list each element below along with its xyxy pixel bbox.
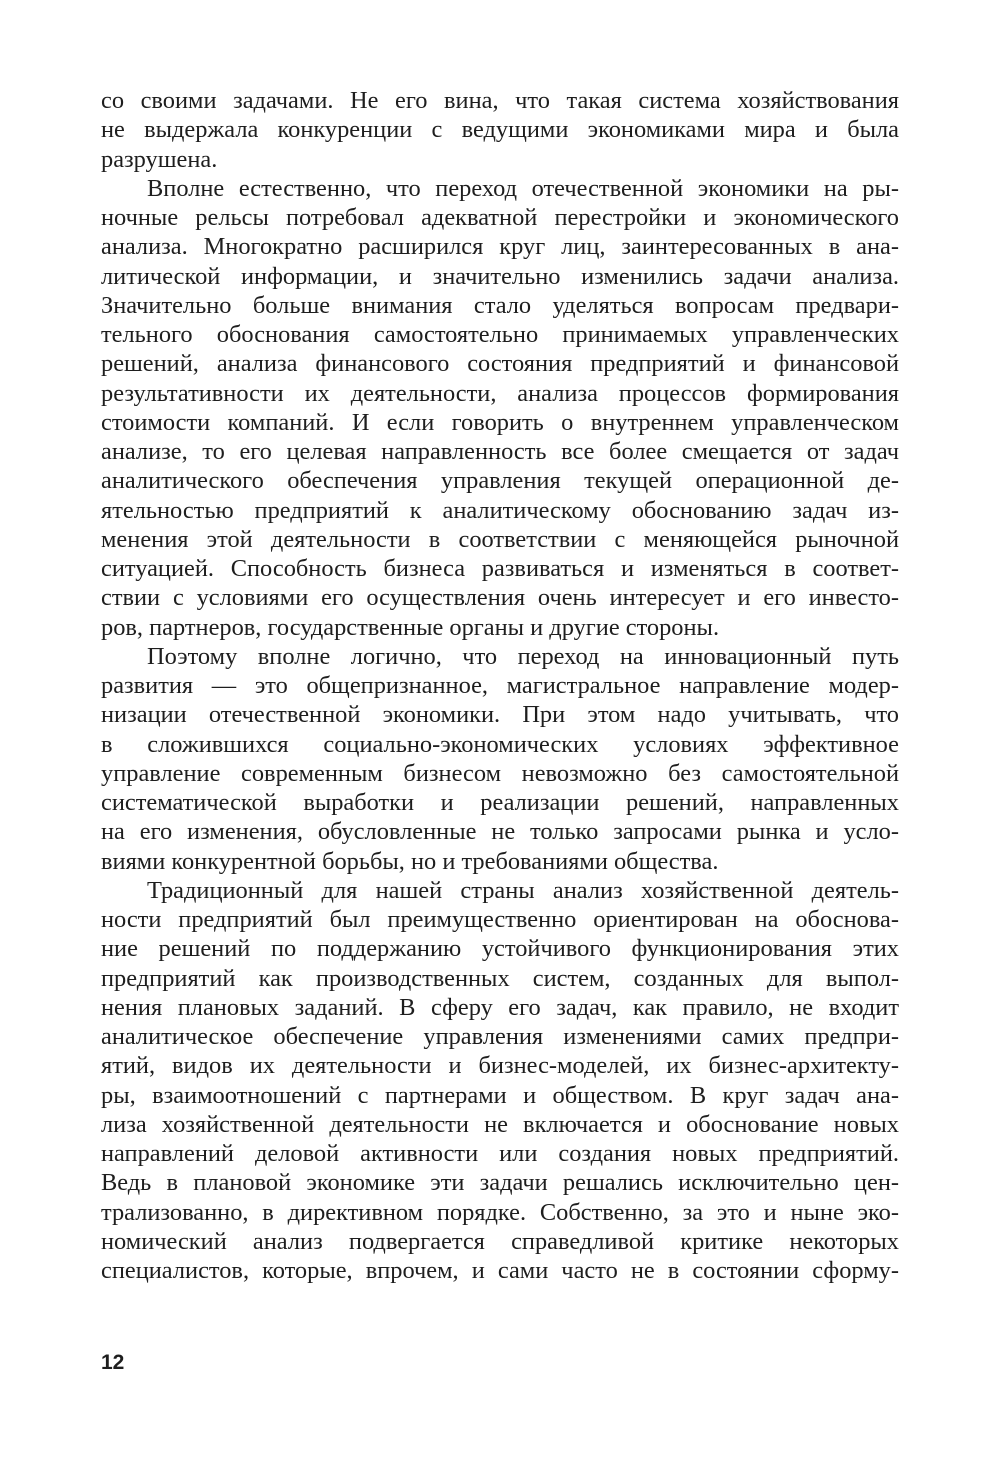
text-line: систематической выработки и реализации решений, направленных	[101, 789, 899, 816]
text-line: стоимости компаний. И если говорить о внутреннем управленческом	[101, 408, 899, 436]
text-line: ситуацией. Способность бизнеса развиваться и изменяться в соответ-	[101, 555, 899, 582]
text-line: результативности их деятельности, анализа процессов формирования	[101, 379, 899, 407]
text-line: Вполне естественно, что переход отечественной экономики на ры-	[147, 174, 899, 202]
text-line: трализованно, в директивном порядке. Собственно, за это и ныне эко-	[101, 1198, 899, 1226]
text-line: на его изменения, обусловленные не только запросами рынка и усло-	[101, 818, 899, 846]
text-line: решений, анализа финансового состояния предприятий и финансовой	[101, 350, 899, 378]
text-line: аналитического обеспечения управления текущей операционной де-	[101, 467, 899, 495]
text-line: направлений деловой активности или создания новых предприятий.	[101, 1140, 899, 1167]
text-line: Традиционный для нашей страны анализ хозяйственной деятель-	[147, 876, 899, 904]
text-line: ятий, видов их деятельности и бизнес-моделей, их бизнес-архитекту-	[101, 1052, 899, 1080]
text-line: разрушена.	[101, 145, 218, 173]
text-line: лиза хозяйственной деятельности не включается и обоснование новых	[101, 1110, 899, 1138]
text-line: управление современным бизнесом невозможно без самостоятельной	[101, 759, 899, 787]
text-line: анализе, то его целевая направленность все более смещается от задач	[101, 438, 899, 465]
text-line: со своими задачами. Не его вина, что такая система хозяйствования	[101, 87, 899, 114]
body-text	[101, 86, 899, 1285]
text-line: ятельностью предприятий к аналитическому обоснованию задач из-	[101, 496, 899, 524]
page-number: 12	[101, 1351, 125, 1374]
text-line: предприятий как производственных систем, созданных для выпол-	[101, 964, 899, 992]
text-line: литической информации, и значительно изменились задачи анализа.	[101, 262, 899, 290]
text-line: Ведь в плановой экономике эти задачи решались исключительно цен-	[101, 1169, 899, 1197]
text-line: ствии с условиями его осуществления очень интересует и его инвесто-	[101, 584, 899, 612]
text-line: ночные рельсы потребовал адекватной перестройки и экономического	[101, 204, 899, 231]
text-line: тельного обоснования самостоятельно принимаемых управленческих	[101, 321, 899, 348]
text-line: нения плановых заданий. В сферу его задач, как правило, не входит	[101, 993, 899, 1021]
text-line: ров, партнеров, государственные органы и другие стороны.	[101, 613, 720, 641]
text-line: Поэтому вполне логично, что переход на инновационный путь	[147, 642, 899, 670]
text-line: анализа. Многократно расширился круг лиц, заинтересованных в ана-	[101, 233, 899, 261]
text-line: ние решений по поддержанию устойчивого функционирования этих	[101, 935, 899, 963]
text-line: аналитическое обеспечение управления изменениями самих предпри-	[101, 1023, 899, 1050]
text-line: Значительно больше внимания стало уделяться вопросам предвари-	[101, 291, 899, 319]
text-line: ры, взаимоотношений с партнерами и обществом. В круг задач ана-	[101, 1081, 899, 1109]
text-line: виями конкурентной борьбы, но и требованиями общества.	[101, 847, 719, 875]
text-line: номический анализ подвергается справедливой критике некоторых	[101, 1227, 899, 1255]
text-line: развития — это общепризнанное, магистральное направление модер-	[101, 672, 899, 699]
text-line: не выдержала конкуренции с ведущими экономиками мира и была	[101, 116, 899, 144]
text-line: в сложившихся социально-экономических условиях эффективное	[101, 730, 899, 758]
text-line: специалистов, которые, впрочем, и сами часто не в состоянии сформу-	[101, 1257, 899, 1284]
text-line: низации отечественной экономики. При этом надо учитывать, что	[101, 701, 899, 729]
text-line: менения этой деятельности в соответствии с меняющейся рыночной	[101, 525, 899, 553]
text-line: ности предприятий был преимущественно ориентирован на обоснова-	[101, 906, 899, 933]
